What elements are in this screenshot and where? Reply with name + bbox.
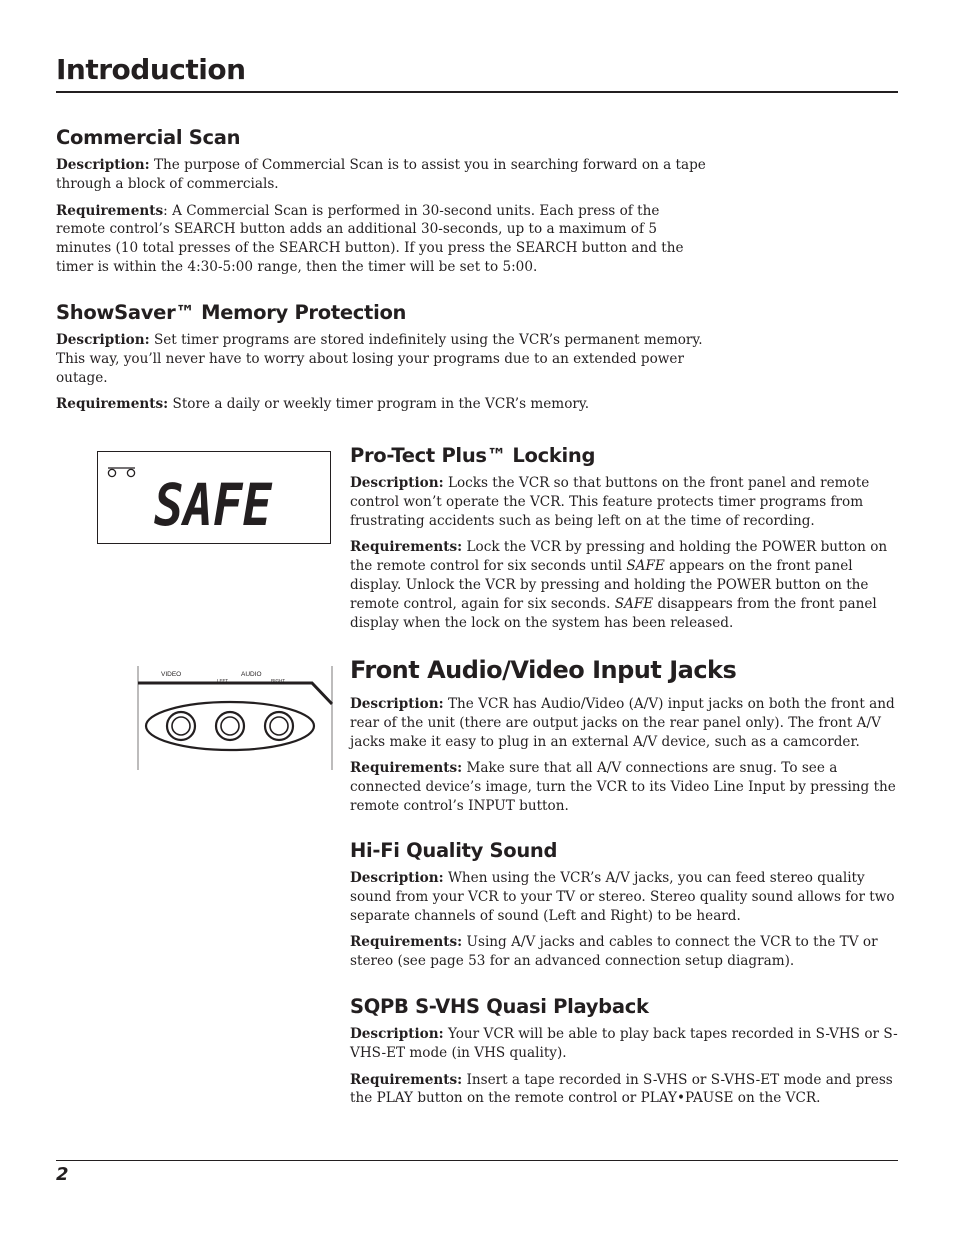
section-heading: ShowSaver™ Memory Protection xyxy=(56,301,407,324)
requirements-text: appears on the front panel display. Unlock the VCR by pressing and holding the POWER button on the remote control, again for six seconds. xyxy=(350,558,869,612)
description-label: Description: xyxy=(350,1026,444,1042)
footer-rule xyxy=(56,1160,898,1161)
requirements-label: Requirements xyxy=(56,202,164,219)
section-sqpb xyxy=(350,995,900,1108)
safe-emphasis: SAFE xyxy=(614,595,654,612)
description-text: When using the VCR’s A/V jacks, you can feed stereo quality sound from your VCR to your TV or stereo. Stereo quality sound allows for two separate channels of sound (Left and Right) to be heard. xyxy=(350,870,895,924)
requirements-paragraph xyxy=(350,933,900,971)
requirements-label: Requirements: xyxy=(350,1071,463,1088)
section-heading: SQPB S-VHS Quasi Playback xyxy=(350,995,649,1018)
description-paragraph xyxy=(350,474,900,530)
section-heading: Commercial Scan xyxy=(56,126,241,149)
requirements-label: Requirements: xyxy=(350,539,463,556)
video-label: VIDEO xyxy=(161,671,182,678)
section-commercial-scan xyxy=(56,126,706,277)
safe-display-graphic xyxy=(98,452,330,543)
requirements-paragraph xyxy=(56,395,706,414)
description-text: The VCR has Audio/Video (A/V) input jacks on both the front and rear of the unit (there are output jacks on the rear panel only). The front A/V jacks make it easy to plug in an external A/V device, such as a camcorder. xyxy=(350,696,895,750)
jack-panel-graphic xyxy=(137,664,333,772)
section-protect-plus xyxy=(350,444,900,632)
requirements-paragraph xyxy=(350,1071,900,1109)
description-label: Description: xyxy=(56,332,150,348)
header-rule xyxy=(56,91,898,93)
right-label: RIGHT xyxy=(271,678,285,683)
description-text: Set timer programs are stored indefinitely using the VCR’s permanent memory. This way, you’ll never have to worry about losing your programs due to an extended power outage. xyxy=(56,332,703,386)
requirements-text: Insert a tape recorded in S-VHS or S-VHS-ET mode and press the PLAY button on the remote control or PLAY•PAUSE on the VCR. xyxy=(350,1071,893,1107)
video-jack-icon xyxy=(167,712,195,740)
description-text: The purpose of Commercial Scan is to assist you in searching forward on a tape through a block of commercials. xyxy=(56,157,706,192)
description-paragraph xyxy=(350,695,900,751)
requirements-text: disappears from the front panel display when the lock on the system has been released. xyxy=(350,595,877,631)
requirements-paragraph xyxy=(350,759,900,815)
description-label: Description: xyxy=(350,475,444,491)
description-label: Description: xyxy=(350,870,444,886)
left-label: LEFT xyxy=(217,678,229,683)
requirements-label: Requirements: xyxy=(350,934,463,951)
requirements-paragraph xyxy=(56,202,706,277)
requirements-text: Store a daily or weekly timer program in the VCR’s memory. xyxy=(168,396,590,413)
requirements-text: : A Commercial Scan is performed in 30-second units. Each press of the remote control’s SEARCH button adds an additional 30-seconds, up to a maximum of 5 minutes (10 total presses of the SEARCH button). If you press the SEARCH button and the timer is within the 4:30-5:00 range, then the timer will be set to 5:00. xyxy=(56,202,684,275)
description-text: Locks the VCR so that buttons on the front panel and remote control won’t operate the VCR. This feature protects timer programs from frustrating accidents such as being left on at the time of recording. xyxy=(350,475,870,529)
safe-emphasis: SAFE xyxy=(626,558,665,575)
section-hifi xyxy=(350,839,900,971)
section-heading: Pro-Tect Plus™ Locking xyxy=(350,444,596,467)
section-av-jacks xyxy=(350,655,900,816)
description-label: Description: xyxy=(350,696,444,712)
description-paragraph xyxy=(56,331,706,387)
requirements-text: Lock the VCR by pressing and holding the POWER button on the remote control for six seconds until xyxy=(350,539,888,575)
requirements-label: Requirements: xyxy=(350,760,463,777)
section-showsaver xyxy=(56,301,706,414)
lcd-safe-text: SAFE xyxy=(154,471,273,539)
section-heading: Hi-Fi Quality Sound xyxy=(350,839,558,862)
page-title: Introduction xyxy=(56,53,246,86)
audio-label: AUDIO xyxy=(241,671,262,678)
description-paragraph xyxy=(56,156,706,194)
audio-right-jack-icon xyxy=(265,712,293,740)
requirements-label: Requirements: xyxy=(56,396,169,413)
description-label: Description: xyxy=(56,157,150,173)
description-paragraph xyxy=(350,1025,900,1063)
front-panel-display-figure xyxy=(97,451,331,544)
description-text: Your VCR will be able to play back tapes recorded in S-VHS or S-VHS-ET mode (in VHS quality). xyxy=(350,1026,898,1061)
requirements-text: Using A/V jacks and cables to connect the VCR to the TV or stereo (see page 53 for an advanced connection setup diagram). xyxy=(350,934,878,970)
section-heading: Front Audio/Video Input Jacks xyxy=(350,656,737,684)
description-paragraph xyxy=(350,869,900,925)
av-jack-panel-figure xyxy=(137,664,333,772)
cassette-icon xyxy=(108,468,135,477)
page-number: 2 xyxy=(56,1164,69,1185)
requirements-paragraph xyxy=(350,538,900,632)
requirements-text: Make sure that all A/V connections are snug. To see a connected device’s image, turn the VCR to its Video Line Input by pressing the remote control’s INPUT button. xyxy=(350,760,896,814)
audio-left-jack-icon xyxy=(216,712,244,740)
